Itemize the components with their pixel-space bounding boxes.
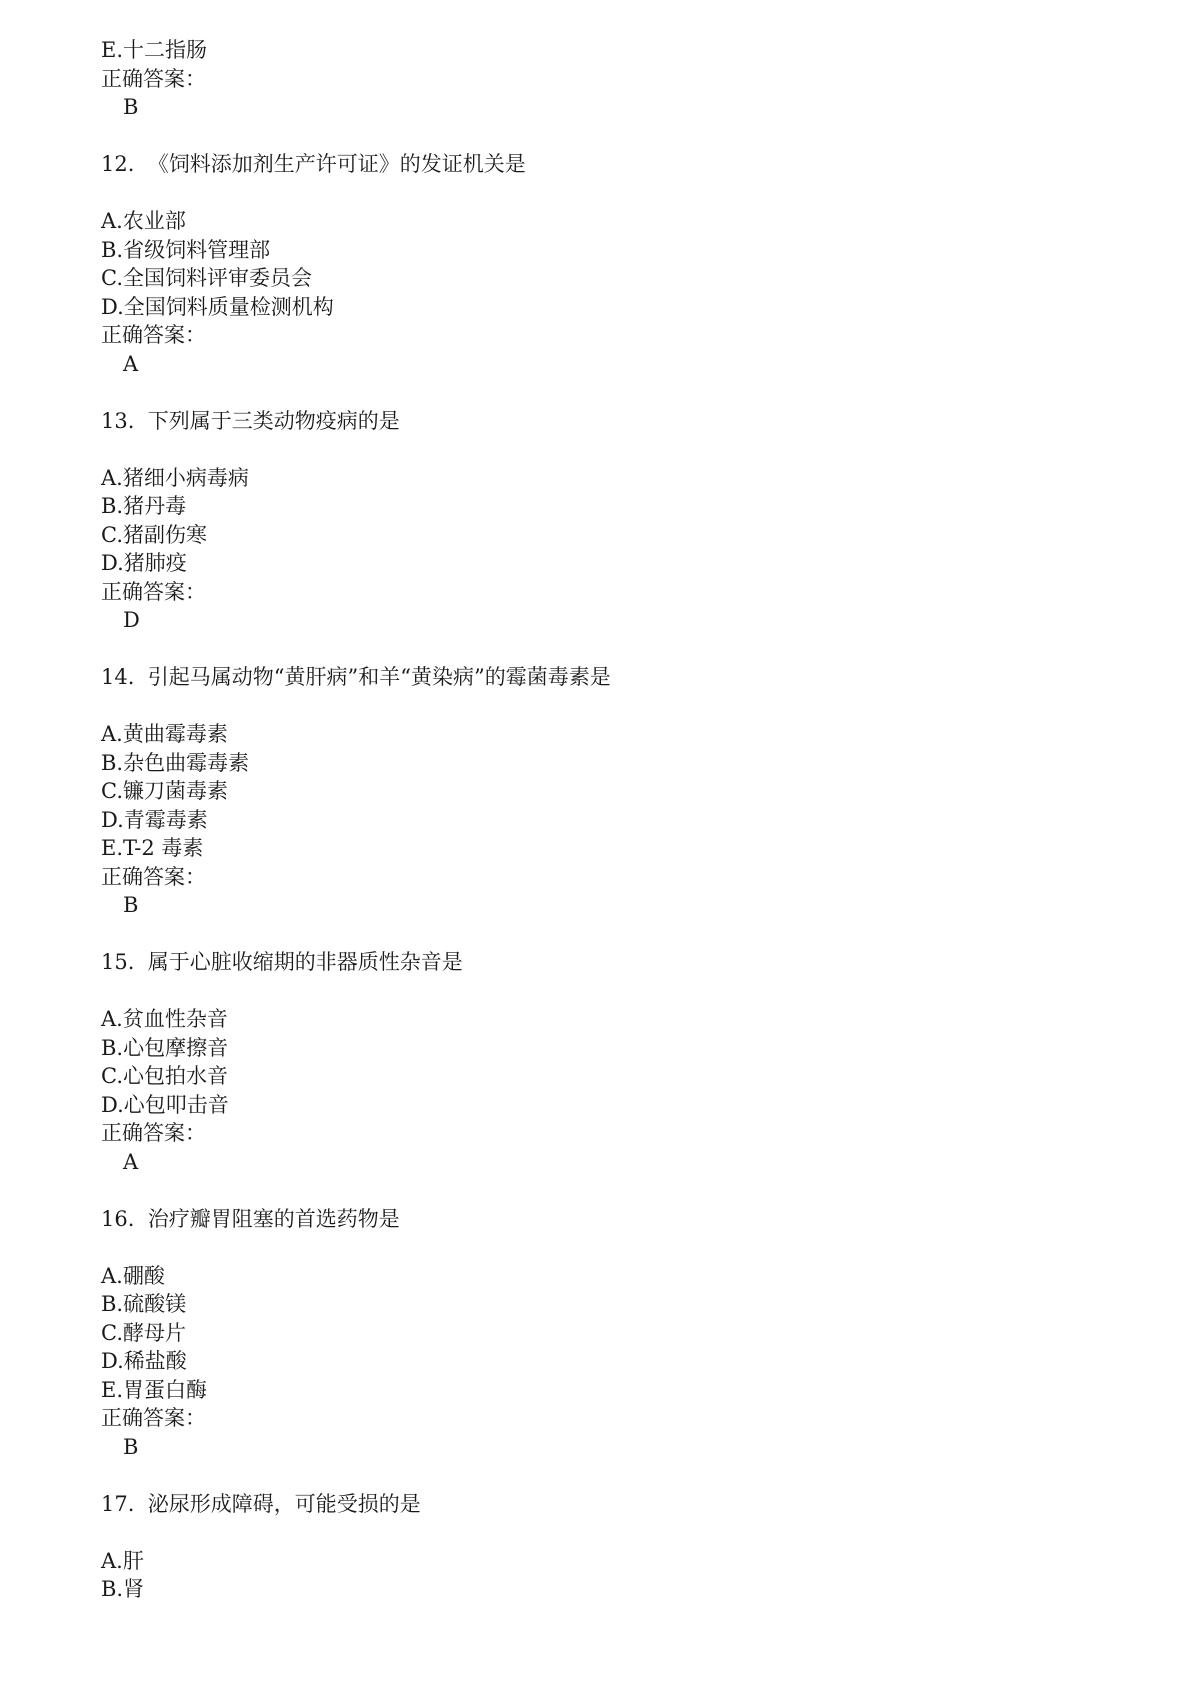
option-b: B.肾: [101, 1577, 145, 1601]
option-d: D.稀盐酸: [101, 1349, 187, 1373]
option-b: B.心包摩擦音: [101, 1035, 229, 1060]
question-stem: 17. 泌尿形成障碍，可能受损的是: [101, 1491, 421, 1516]
question-11-tail: [101, 36, 1191, 122]
answer-label: 正确答案：: [101, 864, 206, 889]
question-14: [101, 663, 1191, 920]
question-stem: 15. 属于心脏收缩期的非器质性杂音是: [101, 950, 463, 974]
answer-label: 正确答案：: [101, 579, 206, 604]
option-d: D.青霉毒素: [101, 807, 208, 832]
answer-value: D: [123, 608, 140, 632]
option-d: D.猪肺疫: [101, 551, 187, 575]
option-e: E.胃蛋白酶: [101, 1377, 208, 1402]
option-b: B.猪丹毒: [101, 494, 187, 518]
option-c: C.镰刀菌毒素: [101, 779, 228, 803]
answer-label: 正确答案：: [101, 66, 206, 91]
answer-value: B: [123, 893, 139, 917]
answer-value: A: [123, 1149, 139, 1174]
answer-label: 正确答案：: [101, 1406, 206, 1430]
option-b: B.省级饲料管理部: [101, 237, 271, 262]
question-stem: 12. 《饲料添加剂生产许可证》的发证机关是: [101, 152, 526, 176]
option-b: B.硫酸镁: [101, 1292, 187, 1316]
option-a: A.硼酸: [101, 1263, 165, 1288]
option-a: A.黄曲霉毒素: [101, 722, 228, 746]
answer-value: B: [123, 95, 139, 119]
option-d: D.心包叩击音: [101, 1092, 229, 1117]
question-stem: 16. 治疗瓣胃阻塞的首选药物是: [101, 1206, 400, 1231]
option-b: B.杂色曲霉毒素: [101, 750, 250, 775]
question-15: [101, 948, 1191, 1176]
option-a: A.猪细小病毒病: [101, 465, 249, 490]
answer-value: A: [123, 351, 139, 376]
option-c: C.猪副伤寒: [101, 522, 207, 547]
question-stem: 13. 下列属于三类动物疫病的是: [101, 408, 400, 433]
answer-value: B: [123, 1434, 139, 1459]
answer-label: 正确答案：: [101, 1121, 206, 1145]
question-16: [101, 1205, 1191, 1462]
option-c: C.心包拍水音: [101, 1064, 228, 1088]
option-a: A.农业部: [101, 209, 186, 233]
question-stem: 14. 引起马属动物“黄肝病”和羊“黄染病”的霉菌毒素是: [101, 665, 611, 689]
question-13: [101, 407, 1191, 635]
option-c: C.全国饲料评审委员会: [101, 266, 312, 290]
option-e: E.十二指肠: [101, 38, 208, 62]
option-c: C.酵母片: [101, 1320, 186, 1345]
option-a: A.肝: [101, 1548, 144, 1573]
answer-label: 正确答案：: [101, 323, 206, 347]
question-17: [101, 1490, 1191, 1604]
option-a: A.贫血性杂音: [101, 1007, 228, 1031]
question-12: [101, 150, 1191, 378]
option-e: E.T-2 毒素: [101, 836, 204, 860]
option-d: D.全国饲料质量检测机构: [101, 294, 334, 319]
